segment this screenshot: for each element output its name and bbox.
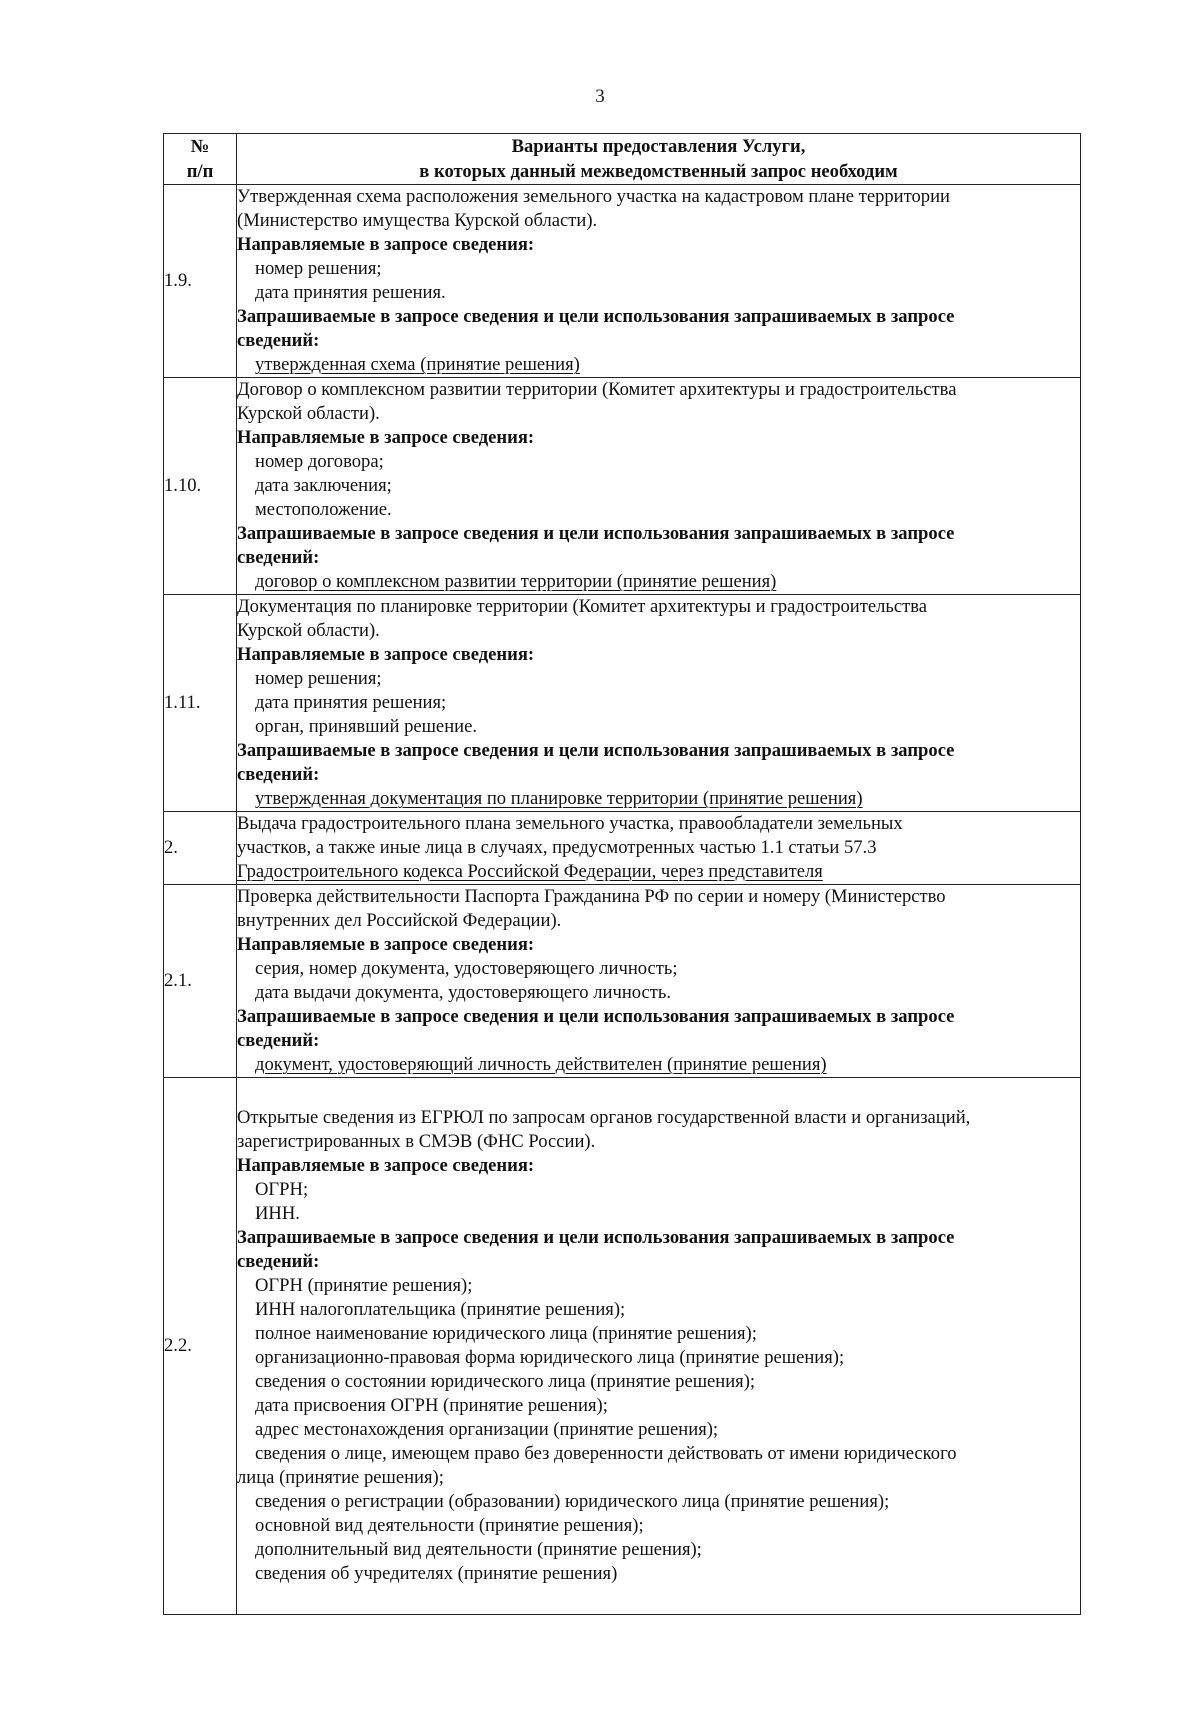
list-item: полное наименование юридического лица (принятие решения);: [255, 1323, 757, 1344]
sent-info-heading: Направляемые в запросе сведения:: [237, 644, 535, 665]
requested-info-heading: Запрашиваемые в запросе сведения и цели использования запрашиваемых в запросе: [237, 1227, 955, 1248]
list-item: дополнительный вид деятельности (принятие решения);: [255, 1539, 702, 1560]
list-item: ИНН.: [255, 1203, 300, 1224]
list-item: дата принятия решения;: [255, 692, 447, 713]
list-item: сведения об учредителях (принятие решения): [255, 1563, 618, 1584]
requested-info-heading: сведений:: [237, 547, 320, 568]
row-content: [237, 1078, 1081, 1615]
requested-info-heading: сведений:: [237, 1251, 320, 1272]
requested-info-heading: сведений:: [237, 764, 320, 785]
row-number: 1.10.: [164, 378, 237, 595]
service-line: зарегистрированных в СМЭВ (ФНС России).: [237, 1131, 596, 1152]
service-line: Проверка действительности Паспорта Гражданина РФ по серии и номеру (Министерство: [237, 886, 946, 907]
list-item: организационно-правовая форма юридического лица (принятие решения);: [255, 1347, 845, 1368]
requested-info-heading: Запрашиваемые в запросе сведения и цели использования запрашиваемых в запросе: [237, 523, 955, 544]
list-item: основной вид деятельности (принятие решения);: [255, 1515, 644, 1536]
list-item: местоположение.: [255, 499, 392, 520]
service-line: Договор о комплексном развитии территории (Комитет архитектуры и градостроительства: [237, 379, 957, 400]
service-line: Градостроительного кодекса Российской Федерации, через представителя: [237, 861, 823, 882]
sent-info-heading: Направляемые в запросе сведения:: [237, 234, 535, 255]
header-number-line2: п/п: [186, 161, 214, 182]
service-line: внутренних дел Российской Федерации).: [237, 910, 562, 931]
list-item: утвержденная схема (принятие решения): [255, 354, 580, 375]
list-item: договор о комплексном развитии территории (принятие решения): [255, 571, 777, 592]
table-row: [164, 885, 1081, 1078]
header-title-line2: в которых данный межведомственный запрос необходим: [419, 161, 898, 182]
sent-info-heading: Направляемые в запросе сведения:: [237, 427, 535, 448]
list-item: номер решения;: [255, 668, 382, 689]
list-item: лица (принятие решения);: [237, 1467, 444, 1488]
sent-info-heading: Направляемые в запросе сведения:: [237, 1155, 535, 1176]
requested-info-heading: Запрашиваемые в запросе сведения и цели использования запрашиваемых в запросе: [237, 1006, 955, 1027]
list-item: дата выдачи документа, удостоверяющего личность.: [255, 982, 672, 1003]
row-number: 2.1.: [164, 885, 237, 1078]
list-item: серия, номер документа, удостоверяющего личность;: [255, 958, 678, 979]
requested-info-heading: сведений:: [237, 330, 320, 351]
list-item: утвержденная документация по планировке территории (принятие решения): [255, 788, 863, 809]
service-line: Курской области).: [237, 403, 380, 424]
table-row: [164, 378, 1081, 595]
row-number: 2.2.: [164, 1078, 237, 1615]
list-item: номер договора;: [255, 451, 384, 472]
service-line: Открытые сведения из ЕГРЮЛ по запросам органов государственной власти и организаций,: [237, 1107, 971, 1128]
list-item: сведения о регистрации (образовании) юридического лица (принятие решения);: [255, 1491, 890, 1512]
service-line: (Министерство имущества Курской области).: [237, 210, 598, 231]
list-item: сведения о лице, имеющем право без доверенности действовать от имени юридического: [255, 1443, 957, 1464]
service-line: Утвержденная схема расположения земельного участка на кадастровом плане территории: [237, 186, 951, 207]
row-number: 1.11.: [164, 595, 237, 812]
list-item: ОГРН;: [255, 1179, 309, 1200]
row-number: 2.: [164, 812, 237, 885]
header-number-line1: №: [190, 136, 210, 157]
header-number-cell: [164, 134, 237, 185]
row-content: [237, 378, 1081, 595]
row-content: [237, 595, 1081, 812]
row-content: [237, 185, 1081, 378]
requested-info-heading: сведений:: [237, 1030, 320, 1051]
service-line: участков, а также иные лица в случаях, предусмотренных частью 1.1 статьи 57.3: [237, 837, 877, 858]
list-item: номер решения;: [255, 258, 382, 279]
service-line: Выдача градостроительного плана земельного участка, правообладатели земельных: [237, 813, 903, 834]
list-item: орган, принявший решение.: [255, 716, 477, 737]
table-header-row: [164, 134, 1081, 185]
service-line: Документация по планировке территории (Комитет архитектуры и градостроительства: [237, 596, 928, 617]
header-title-cell: [237, 134, 1081, 185]
requested-info-heading: Запрашиваемые в запросе сведения и цели использования запрашиваемых в запросе: [237, 306, 955, 327]
list-item: документ, удостоверяющий личность действителен (принятие решения): [255, 1054, 827, 1075]
service-line: Курской области).: [237, 620, 380, 641]
list-item: ОГРН (принятие решения);: [255, 1275, 473, 1296]
list-item: дата заключения;: [255, 475, 392, 496]
list-item: дата присвоения ОГРН (принятие решения);: [255, 1395, 608, 1416]
table-row: [164, 595, 1081, 812]
list-item: ИНН налогоплательщика (принятие решения);: [255, 1299, 626, 1320]
table-row: [164, 185, 1081, 378]
list-item: сведения о состоянии юридического лица (принятие решения);: [255, 1371, 756, 1392]
sent-info-heading: Направляемые в запросе сведения:: [237, 934, 535, 955]
page-number: 3: [595, 86, 605, 107]
list-item: дата принятия решения.: [255, 282, 446, 303]
table-row: [164, 1078, 1081, 1615]
requested-info-heading: Запрашиваемые в запросе сведения и цели использования запрашиваемых в запросе: [237, 740, 955, 761]
row-number: 1.9.: [164, 185, 237, 378]
requests-table: [163, 133, 1081, 1615]
row-content: [237, 812, 1081, 885]
header-title-line1: Варианты предоставления Услуги,: [511, 136, 806, 157]
table-row: [164, 812, 1081, 885]
row-content: [237, 885, 1081, 1078]
list-item: адрес местонахождения организации (принятие решения);: [255, 1419, 719, 1440]
